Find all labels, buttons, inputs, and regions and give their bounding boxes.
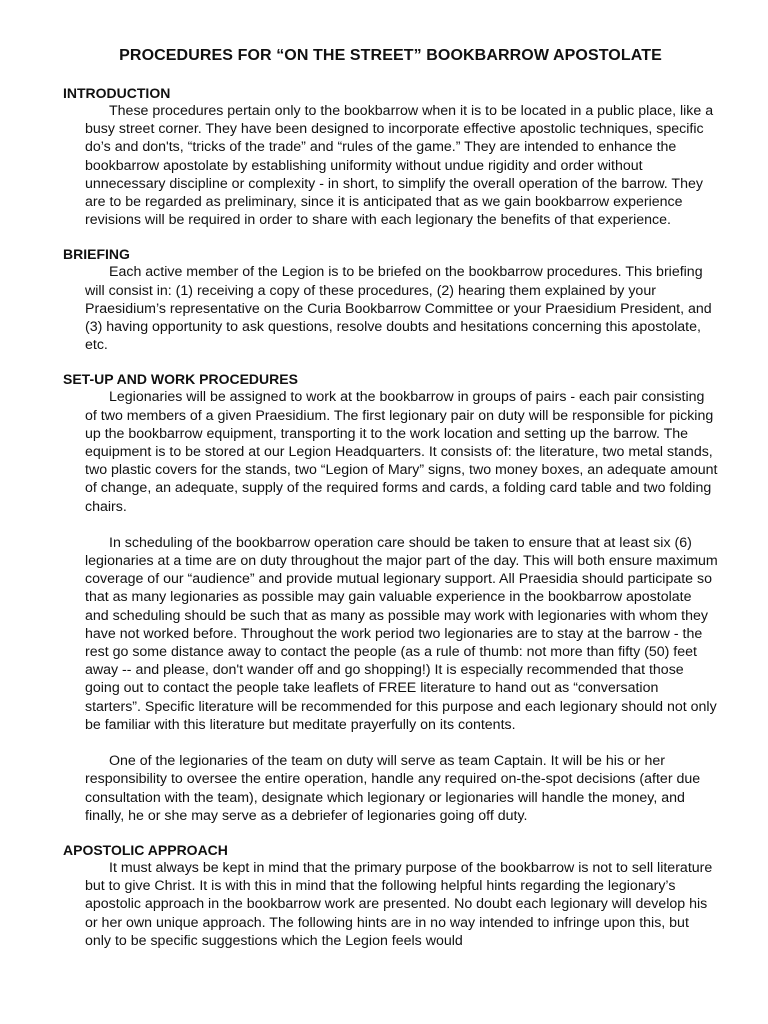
- paragraph: Each active member of the Legion is to be briefed on the bookbarrow procedures. This briefing will consist in: (1) receiving a copy of these procedures, (2) hearing them explained by your Praesidium’s representative on the Curia Bookbarrow Committee or your Praesidium President, and (3) having opportunity to ask questions, resolve doubts and hesitations concerning this apostolate, etc.: [85, 264, 712, 354]
- paragraph: Legionaries will be assigned to work at the bookbarrow in groups of pairs - each pair consisting of two members of a given Praesidium. The first legionary pair on duty will be responsible for picking up the bookbarrow equipment, transporting it to the work location and setting up the barrow. The equipment is to be stored at our Legion Headquarters. It consists of: the literature, two metal stands, two plastic covers for the stands, two “Legion of Mary” signs, two money boxes, an adequate amount of change, an adequate, supply of the required forms and cards, a folding card table and two folding chairs.: [85, 389, 718, 515]
- section-heading: APOSTOLIC APPROACH: [63, 841, 228, 858]
- document-title: PROCEDURES FOR “ON THE STREET” BOOKBARROW APOSTOLATE: [119, 47, 662, 64]
- paragraph: It must always be kept in mind that the primary purpose of the bookbarrow is not to sell literature but to give Christ. It is with this in mind that the following helpful hints regarding the legionary’s apostolic approach in the bookbarrow work are presented. No doubt each legionary will develop his or her own unique approach. The following hints are in no way intended to infringe upon this, but only to be specific suggestions which the Legion feels would: [85, 859, 713, 949]
- section-briefing: [63, 245, 718, 354]
- paragraph: These procedures pertain only to the bookbarrow when it is to be located in a public place, like a busy street corner. They have been designed to incorporate effective apostolic techniques, specific do’s and don'ts, “tricks of the trade” and “rules of the game.” They are intended to enhance the bookbarrow apostolate by establishing uniformity without undue rigidity and order without unnecessary discipline or complexity - in short, to simplify the overall operation of the barrow. They are to be regarded as preliminary, since it is anticipated that as we gain bookbarrow experience revisions will be required in order to share with each legionary the benefits of that experience.: [85, 103, 714, 229]
- section-apostolic-approach: [63, 841, 718, 950]
- section-setup-and-work-procedures: [63, 370, 718, 824]
- section-heading: INTRODUCTION: [63, 85, 171, 101]
- paragraph: One of the legionaries of the team on duty will serve as team Captain. It will be his or her responsibility to oversee the entire operation, handle any required on-the-spot decisions (after due consultation with the team), designate which legionary or legionaries will handle the money, and finally, he or she may serve as a debriefer of legionaries going off duty.: [85, 753, 701, 824]
- paragraph: In scheduling of the bookbarrow operation care should be taken to ensure that at least six (6) legionaries at a time are on duty throughout the major part of the day. This will both ensure maximum coverage of our “audience” and provide mutual legionary support. All Praesidia should participate so that as many legionaries as possible may gain valuable experience in the bookbarrow apostolate and scheduling should be such that as many as possible may work with legionaries with whom they have not worked before. Throughout the work period two legionaries are to stay at the barrow - the rest go some distance away to contact the people (as a rule of thumb: not more than fifty (50) feet away -- and please, don't wander off and go shopping!) It is especially recommended that those going out to contact the people take leaflets of FREE literature to hand out as “conversation starters”. Specific literature will be recommended for this purpose and each legionary should not only be familiar with this literature but meditate prayerfully on its contents.: [85, 534, 718, 733]
- section-introduction: [63, 84, 718, 229]
- section-heading: SET-UP AND WORK PROCEDURES: [63, 371, 298, 388]
- section-heading: BRIEFING: [63, 246, 130, 263]
